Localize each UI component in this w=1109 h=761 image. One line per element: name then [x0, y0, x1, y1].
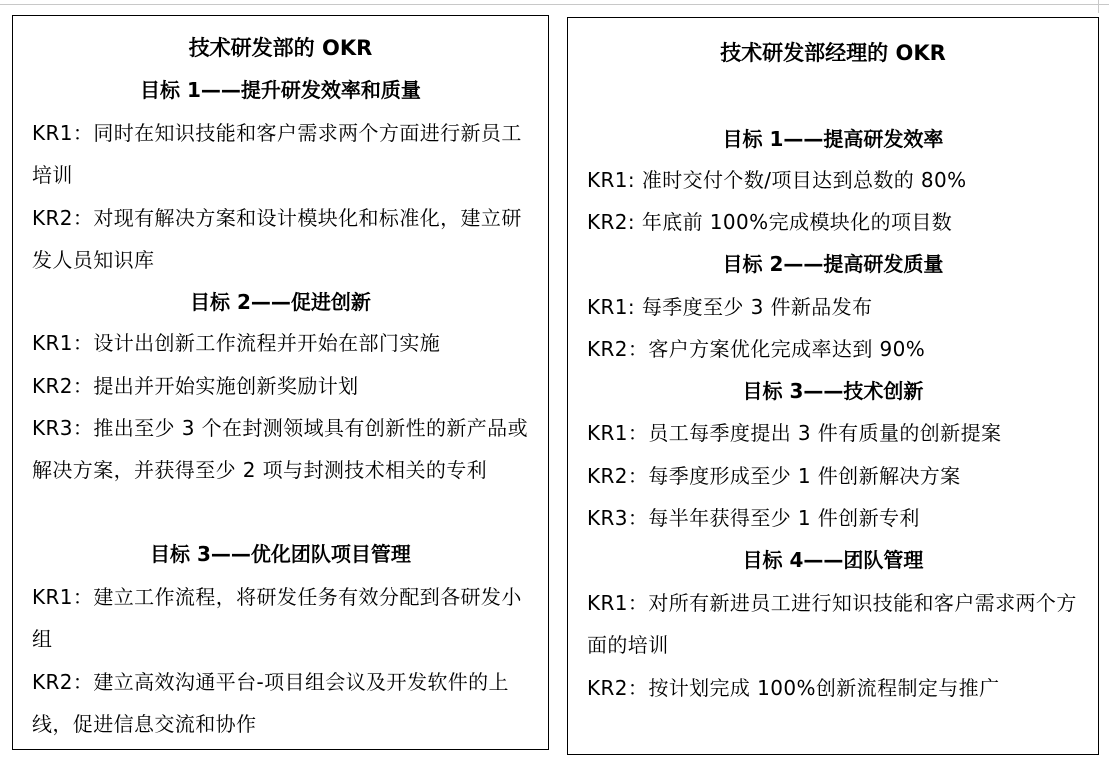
manager-okr-panel [567, 17, 1099, 755]
department-goal-1-heading: 目标 1——提升研发效率和质量 [140, 78, 421, 102]
manager-goal-3-kr3: KR3：每半年获得至少 1 件创新专利 [587, 506, 920, 530]
department-goal-2-heading: 目标 2——促进创新 [190, 290, 371, 314]
manager-goal-4-kr2: KR2：按计划完成 100%创新流程制定与推广 [587, 676, 1000, 700]
department-goal-1-kr2: KR2：对现有解决方案和设计模块化和标准化，建立研发人员知识库 [32, 206, 522, 272]
department-goal-2-kr3: KR3：推出至少 3 个在封测领域具有创新性的新产品或解决方案，并获得至少 2 项与封测技术相关的专利 [32, 416, 528, 482]
manager-goal-1-kr1: KR1: 准时交付个数/项目达到总数的 80% [587, 168, 967, 192]
page-corner-mark [1098, 0, 1099, 13]
manager-goal-4-heading: 目标 4——团队管理 [742, 548, 924, 572]
manager-goal-1-heading: 目标 1——提高研发效率 [722, 127, 944, 151]
manager-goal-3-kr2: KR2：每季度形成至少 1 件创新解决方案 [587, 464, 961, 488]
department-goal-3-heading: 目标 3——优化团队项目管理 [150, 542, 411, 566]
manager-goal-3-heading: 目标 3——技术创新 [742, 379, 924, 403]
department-goal-1-kr1: KR1：同时在知识技能和客户需求两个方面进行新员工培训 [32, 121, 522, 187]
department-okr-title: 技术研发部的 OKR [188, 36, 373, 60]
department-okr-panel [12, 15, 549, 750]
manager-goal-1-kr2: KR2: 年底前 100%完成模块化的项目数 [587, 210, 953, 234]
manager-okr-title: 技术研发部经理的 OKR [720, 41, 946, 65]
department-goal-2-kr1: KR1：设计出创新工作流程并开始在部门实施 [32, 331, 441, 355]
page-top-rule [0, 4, 1109, 5]
manager-goal-2-heading: 目标 2——提高研发质量 [722, 252, 944, 276]
department-goal-3-kr2: KR2：建立高效沟通平台-项目组会议及开发软件的上线，促进信息交流和协作 [32, 670, 509, 736]
manager-goal-4-kr1: KR1：对所有新进员工进行知识技能和客户需求两个方面的培训 [587, 591, 1077, 657]
manager-goal-2-kr1: KR1: 每季度至少 3 件新品发布 [587, 295, 873, 319]
manager-goal-3-kr1: KR1：员工每季度提出 3 件有质量的创新提案 [587, 421, 1002, 445]
department-goal-3-kr1: KR1：建立工作流程，将研发任务有效分配到各研发小组 [32, 585, 522, 651]
department-goal-2-kr2: KR2：提出并开始实施创新奖励计划 [32, 374, 359, 398]
manager-goal-2-kr2: KR2：客户方案优化完成率达到 90% [587, 337, 926, 361]
